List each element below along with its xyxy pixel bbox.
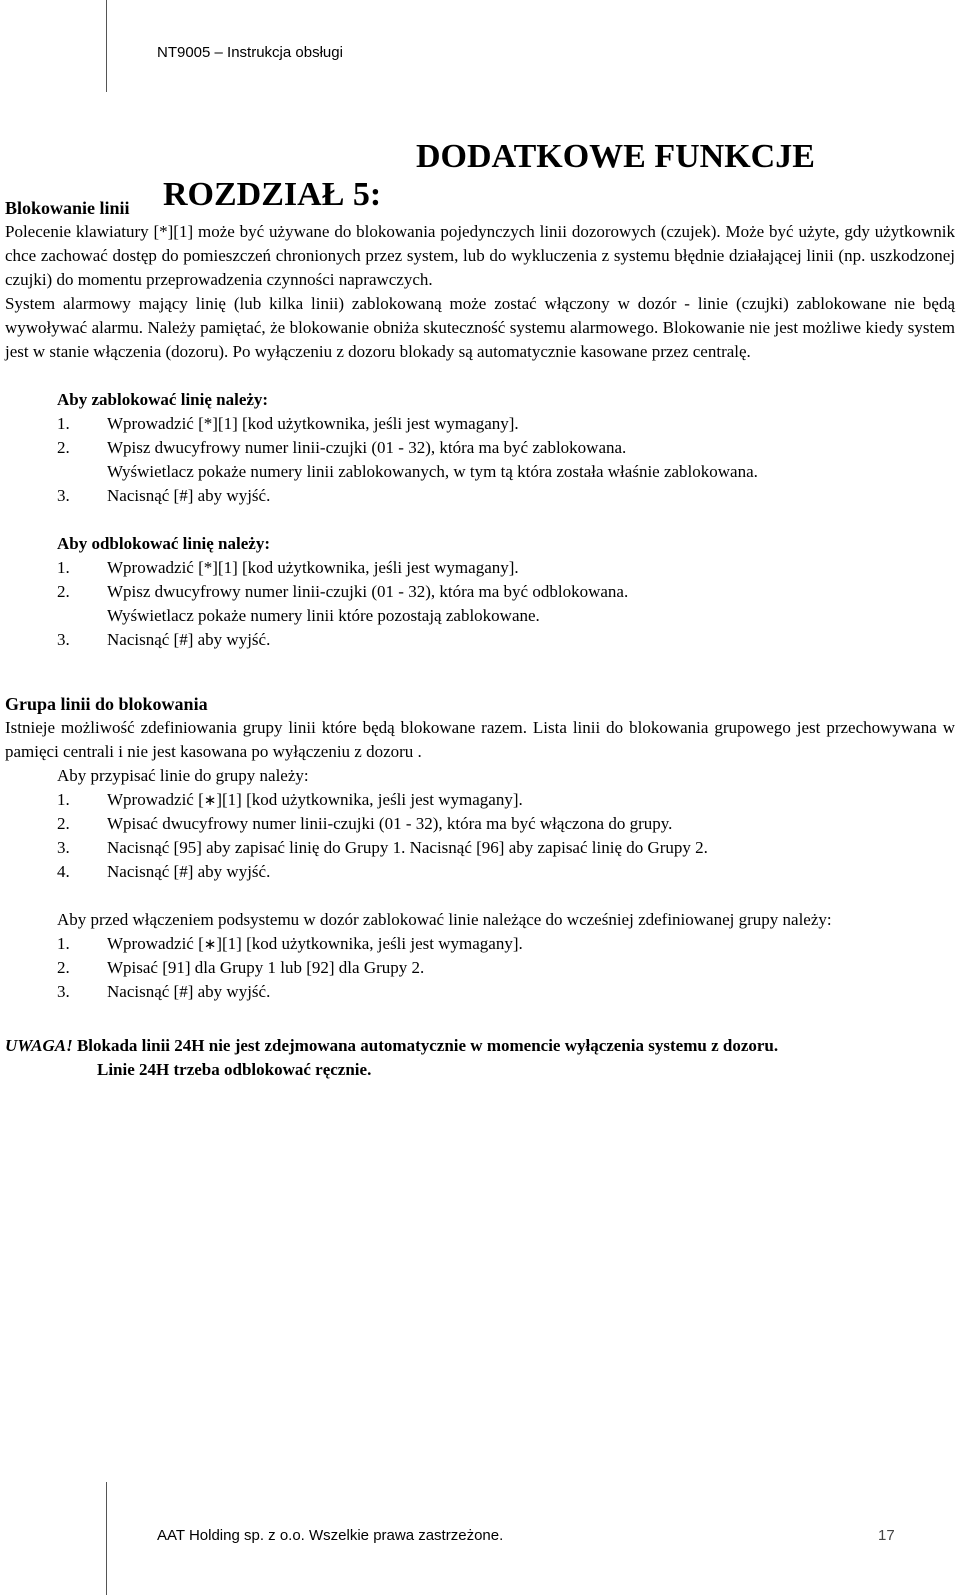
warning-line-1: Blokada linii 24H nie jest zdejmowana automatycznie w momencie wyłączenia systemu z dozoru. xyxy=(76,1036,779,1055)
section-title-blokowanie: Blokowanie linii xyxy=(5,198,130,218)
section2-paragraph: Istnieje możliwość zdefiniowania grupy linii które będą blokowane razem. Lista linii do blokowania grupowego jest przechowywana w pamięci centrali i nie jest kasowana po wyłączeniu z dozoru . xyxy=(5,718,955,761)
list-item: 3. Nacisnąć [#] aby wyjść. xyxy=(57,486,271,505)
warning-line-2: Linie 24H trzeba odblokować ręcznie. xyxy=(97,1060,372,1079)
warning-note xyxy=(5,1034,955,1082)
assign-instructions-title: Aby przypisać linie do grupy należy: xyxy=(57,766,309,785)
page-header: NT9005 – Instrukcja obsługi xyxy=(157,44,343,61)
arm-instructions-title: Aby przed włączeniem podsystemu w dozór zablokować linie należące do wcześniej zdefiniowanej grupy należy: xyxy=(57,910,832,929)
list-item: 2. Wpisać [91] dla Grupy 1 lub [92] dla Grupy 2. xyxy=(57,958,425,977)
block-display-note: Wyświetlacz pokaże numery linii zablokowanych, w tym tą która została właśnie zablokowana. xyxy=(107,462,758,481)
section1-paragraph-1: Polecenie klawiatury [*][1] może być używane do blokowania pojedynczych linii dozorowych (czujek). Może być użyte, gdy użytkownik chce zachować dostęp do pomieszczeń chronionych przez system, lub do wykluczenia z systemu błędnie działającej linii (np. uszkodzonej czujki) do momentu przeprowadzenia czynności naprawczych. xyxy=(5,222,955,289)
block-steps-list xyxy=(5,412,955,460)
chapter-title: DODATKOWE FUNKCJE xyxy=(416,138,815,175)
list-item: 1. Wprowadzić [∗][1] [kod użytkownika, jeśli jest wymagany]. xyxy=(57,790,523,809)
list-item: 3. Nacisnąć [#] aby wyjść. xyxy=(57,982,271,1001)
header-divider-line xyxy=(106,0,107,92)
unblock-instructions-title: Aby odblokować linię należy: xyxy=(57,534,270,553)
list-item: 1. Wprowadzić [*][1] [kod użytkownika, jeśli jest wymagany]. xyxy=(57,414,519,433)
page-number: 17 xyxy=(878,1527,895,1544)
block-steps-list-end xyxy=(5,484,955,508)
unblock-steps-list xyxy=(5,556,955,604)
asterisk-key-icon: ∗ xyxy=(203,935,217,953)
list-item: 3. Nacisnąć [#] aby wyjść. xyxy=(57,630,271,649)
page-footer: AAT Holding sp. z o.o. Wszelkie prawa zastrzeżone. xyxy=(157,1527,504,1544)
list-item: 2. Wpisz dwucyfrowy numer linii-czujki (01 - 32), która ma być odblokowana. xyxy=(57,582,629,601)
section1-paragraph-2: System alarmowy mający linię (lub kilka linii) zablokowaną może zostać włączony w dozór - linie (czujki) zablokowane nie będą wywoływać alarmu. Należy pamiętać, że blokowanie obniża skuteczność systemu alarmowego. Blokowanie nie jest możliwe kiedy system jest w stanie włączenia (dozoru). Po wyłączeniu z dozoru blokady są automatycznie kasowane przez centralę. xyxy=(5,294,955,361)
section-title-grupa: Grupa linii do blokowania xyxy=(5,694,208,714)
arm-steps-list xyxy=(5,932,955,1004)
warning-label: UWAGA! xyxy=(5,1036,73,1055)
block-instructions-title: Aby zablokować linię należy: xyxy=(57,390,269,409)
unblock-display-note: Wyświetlacz pokaże numery linii które pozostają zablokowane. xyxy=(107,606,540,625)
document-body xyxy=(5,196,955,1082)
list-item: 1. Wprowadzić [*][1] [kod użytkownika, jeśli jest wymagany]. xyxy=(57,558,519,577)
list-item: 2. Wpisać dwucyfrowy numer linii-czujki (01 - 32), która ma być włączona do grupy. xyxy=(57,814,673,833)
list-item: 3. Nacisnąć [95] aby zapisać linię do Grupy 1. Nacisnąć [96] aby zapisać linię do Grupy 2. xyxy=(57,838,708,857)
list-item: 1. Wprowadzić [∗][1] [kod użytkownika, jeśli jest wymagany]. xyxy=(57,934,523,953)
assign-steps-list xyxy=(5,788,955,884)
chapter-number: ROZDZIAŁ 5: xyxy=(163,176,382,213)
list-item: 2. Wpisz dwucyfrowy numer linii-czujki (01 - 32), która ma być zablokowana. xyxy=(57,438,627,457)
footer-divider-line xyxy=(106,1482,107,1595)
unblock-steps-list-end xyxy=(5,628,955,652)
asterisk-key-icon: ∗ xyxy=(203,791,217,809)
list-item: 4. Nacisnąć [#] aby wyjść. xyxy=(57,862,271,881)
